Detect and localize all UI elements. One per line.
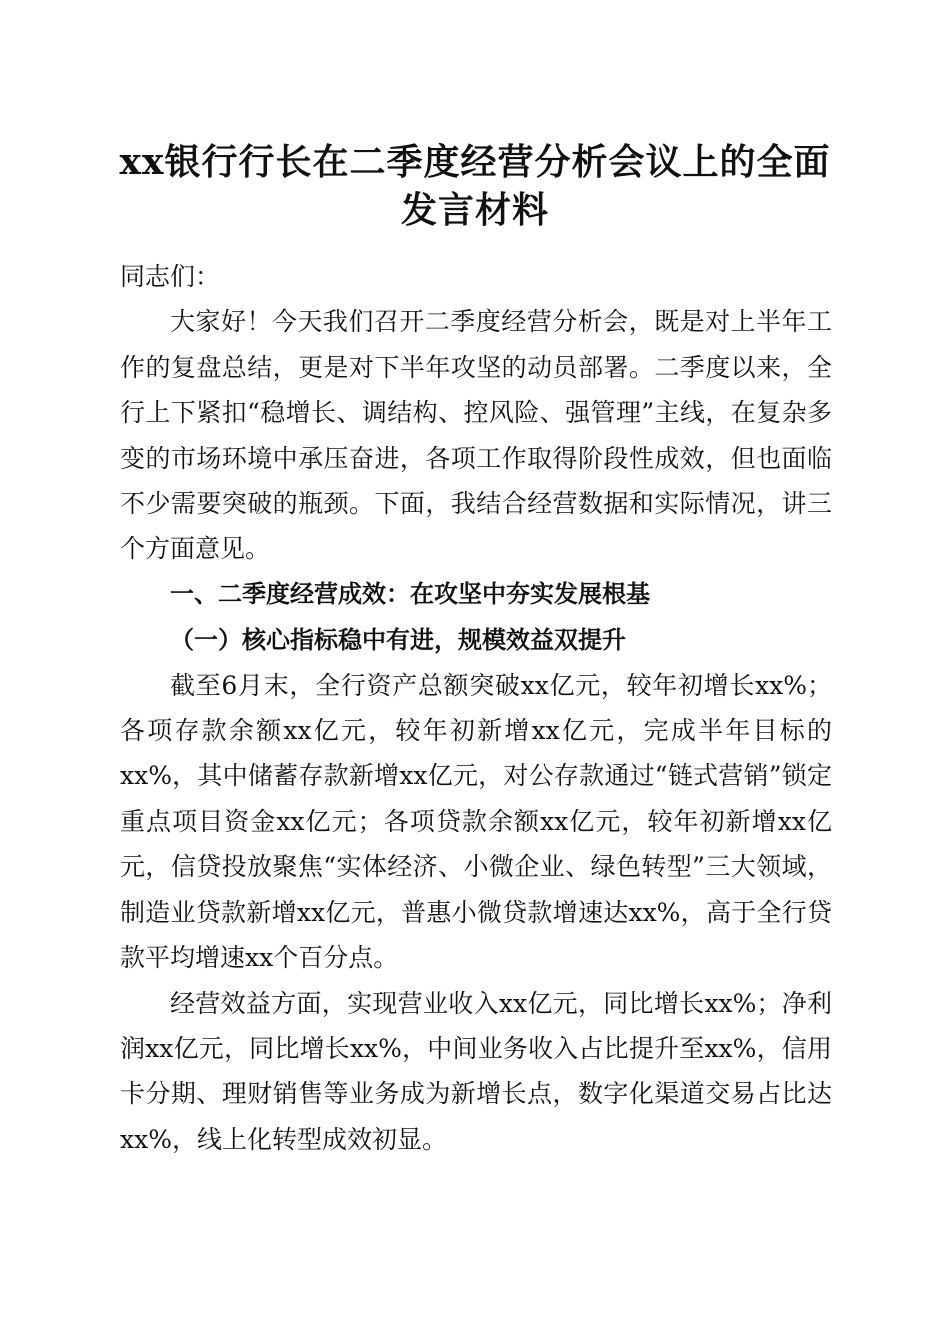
subsection-1-heading: （一）核心指标稳中有进，规模效益双提升 (170, 625, 626, 655)
title-line-1: xx银行行长在二季度经营分析会议上的全面 (119, 141, 831, 183)
section-1-heading: 一、二季度经营成效：在攻坚中夯实发展根基 (170, 579, 650, 608)
salutation: 同志们： (120, 262, 221, 291)
intro-paragraph: 大家好！今天我们召开二季度经营分析会，既是对上半年工作的复盘总结，更是对下半年攻坚的动员部署。二季度以来，全行上下紧扣“稳增长、调结构、控风险、强管理”主线，在复杂多变的市场环境中承压奋进，各项工作取得阶段性成效，但也面临不少需要突破的瓶颈。下面，我结合经营数据和实际情况，讲三个方面意见。 (120, 307, 832, 564)
title-line-2: 发言材料 (400, 189, 549, 231)
document-body (120, 254, 832, 1162)
scale-paragraph: 截至6月末，全行资产总额突破xx亿元，较年初增长xx%；各项存款余额xx亿元，较年初新增xx亿元，完成半年目标的xx%，其中储蓄存款新增xx亿元，对公存款通过“链式营销”锁定重点项目资金xx亿元；各项贷款余额xx亿元，较年初新增xx亿元，信贷投放聚焦“实体经济、小微企业、绿色转型”三大领域，制造业贷款新增xx亿元，普惠小微贷款增速达xx%，高于全行贷款平均增速xx个百分点。 (120, 670, 832, 973)
benefit-paragraph: 经营效益方面，实现营业收入xx亿元，同比增长xx%；净利润xx亿元，同比增长xx%，中间业务收入占比提升至xx%，信用卡分期、理财销售等业务成为新增长点，数字化渠道交易占比达xx%，线上化转型成效初显。 (120, 988, 832, 1154)
document-title (100, 138, 850, 234)
